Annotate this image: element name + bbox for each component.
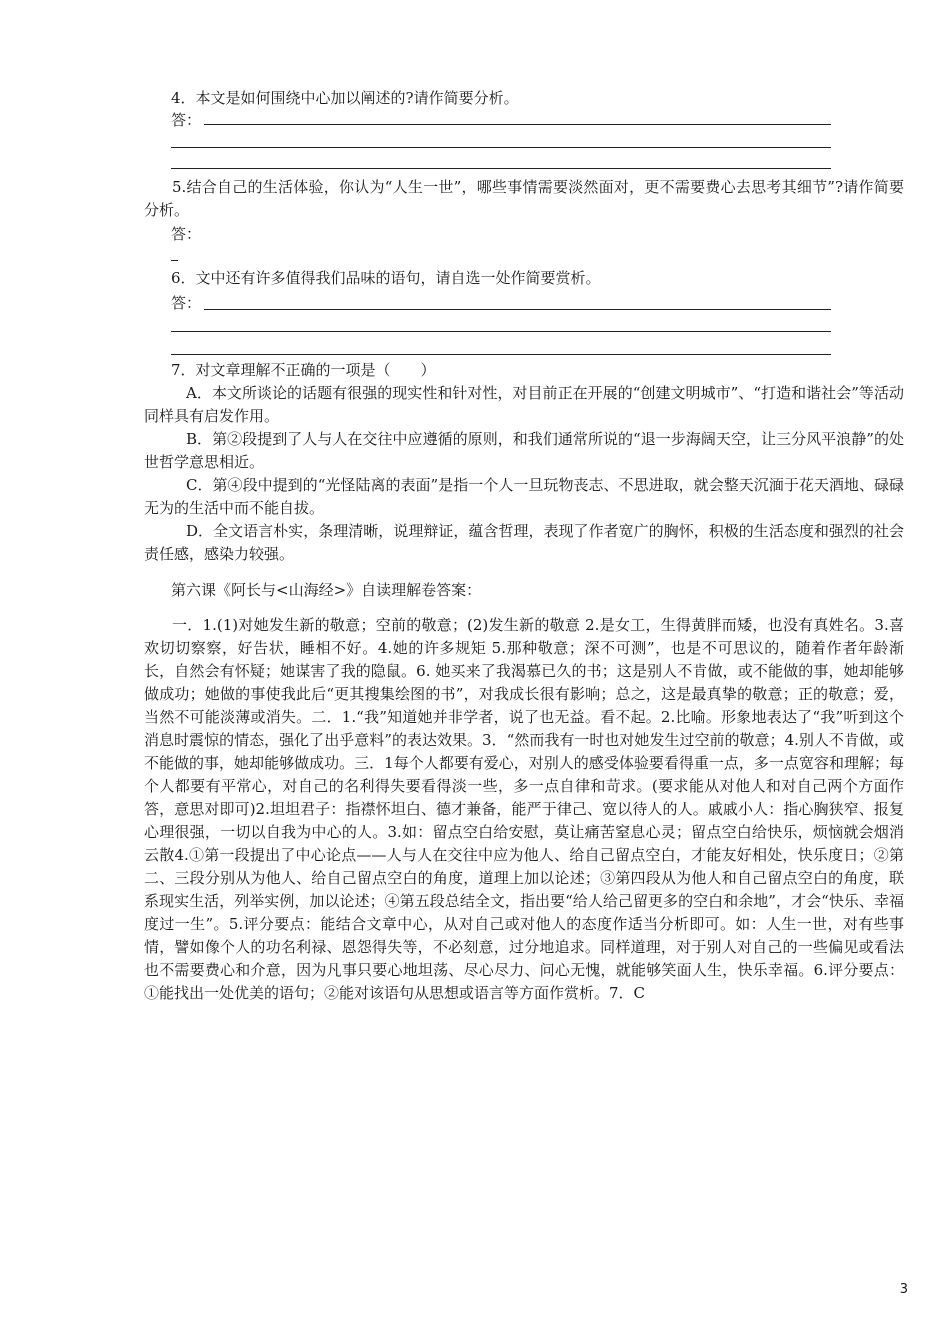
- answer-line: [171, 147, 831, 148]
- answer-line: [204, 309, 831, 310]
- answer-label-4: 答：: [171, 111, 202, 129]
- option-d: D．全文语言朴实，条理清晰，说理辩证，蕴含哲理，表现了作者宽广的胸怀，积极的生活态度和强烈的社会责任感，感染力较强。: [144, 522, 904, 563]
- answer-line: [171, 260, 178, 261]
- option-c: C．第④段中提到的“光怪陆离的表面”是指一个人一旦玩物丧志、不思进取，就会整天沉湎于花天酒地、碌碌无为的生活中而不能自拔。: [144, 476, 904, 517]
- answer-label-5: 答：: [171, 225, 202, 243]
- answer-line: [171, 168, 831, 169]
- answers-body: 一．1.(1)对她发生新的敬意；空前的敬意；(2)发生新的敬意 2.是女工，生得黄胖而矮，也没有真姓名。3.喜欢切切察察，好告状，睡相不好。4.她的许多规矩 5.那种敬意；深不可测”，也是不可思议的，随着作者年龄渐长，自然会有怀疑；她谋害了我的隐鼠。6. 她买来了我渴慕已久的书；这是别人不肯做，或不能做的事，她却能够做成功；她做的事使我此后“更其搜集绘图的书”，对我成长很有影响；总之，这是最真挚的敬意；正的敬意；爱，当然不可能淡薄或消失。二．1.“我”知道她并非学者，说了也无益。看不起。2.比喻。形象地表达了“我”听到这个消息时震惊的情态，强化了出乎意料”的表达效果。3．“然而我有一时也对她发生过空前的敬意；4.别人不肯做，或不能做的事，她却能够做成功。三．1每个人都要有爱心，对别人的感受体验要看得重一点，多一点宽容和理解；每个人都要有平常心，对自己的名利得失要看得淡一些，多一点自律和苛求。(要求能从对他人和对自己两个方面作答，意思对即可)2.坦坦君子：指襟怀坦白、德才兼备，能严于律己、宽以待人的人。戚戚小人：指心胸狭窄、报复心理很强，一切以自我为中心的人。3.如：留点空白给安慰，莫让痛苦窒息心灵；留点空白给快乐，烦恼就会烟消云散4.①第一段提出了中心论点——人与人在交往中应为他人、给自己留点空白，才能友好相处，快乐度日；②第二、三段分别从为他人、给自己留点空白的角度，道理上加以论述；③第四段从为他人和自己留点空白的角度，联系现实生活，列举实例，加以论述；④第五段总结全文，指出要“给人给己留更多的空白和余地”，才会“快乐、幸福度过一生”。5.评分要点：能结合文章中心，从对自己或对他人的态度作适当分析即可。如：人生一世，对有些事情，譬如像个人的功名利禄、恩怨得失等，不必刻意，过分地追求。同样道理，对于别人对自己的一些偏见或看法也不需要费心和介意，因为凡事只要心地坦荡、尽心尽力、问心无愧，就能够笑面人生，快乐幸福。6.评分要点：①能找出一处优美的语句；②能对该语句从思想或语言等方面作赏析。7．C: [144, 616, 904, 1002]
- answers-title: 第六课《阿长与<山海经>》自读理解卷答案：: [171, 581, 482, 599]
- question-7: 7．对文章理解不正确的一项是（ ）: [171, 361, 436, 379]
- option-b: B．第②段提到了人与人在交往中应遵循的原则，和我们通常所说的“退一步海阔天空，让三分风平浪静”的处世哲学意思相近。: [144, 430, 904, 471]
- question-4: 4．本文是如何围绕中心加以阐述的?请作简要分析。: [171, 89, 519, 107]
- question-5: 5.结合自己的生活体验，你认为“人生一世”，哪些事情需要淡然面对，更不需要费心去思考其细节”?请作简要分析。: [144, 178, 904, 219]
- answer-line: [171, 354, 831, 355]
- answer-line: [204, 124, 831, 125]
- answer-label-6: 答：: [171, 294, 202, 312]
- answer-line: [171, 331, 831, 332]
- question-6: 6．文中还有许多值得我们品味的语句，请自选一处作简要赏析。: [171, 269, 601, 287]
- page-number: 3: [899, 1282, 908, 1297]
- option-a: A．本文所谈论的话题有很强的现实性和针对性，对目前正在开展的“创建文明城市”、“打造和谐社会”等活动同样具有启发作用。: [144, 384, 904, 425]
